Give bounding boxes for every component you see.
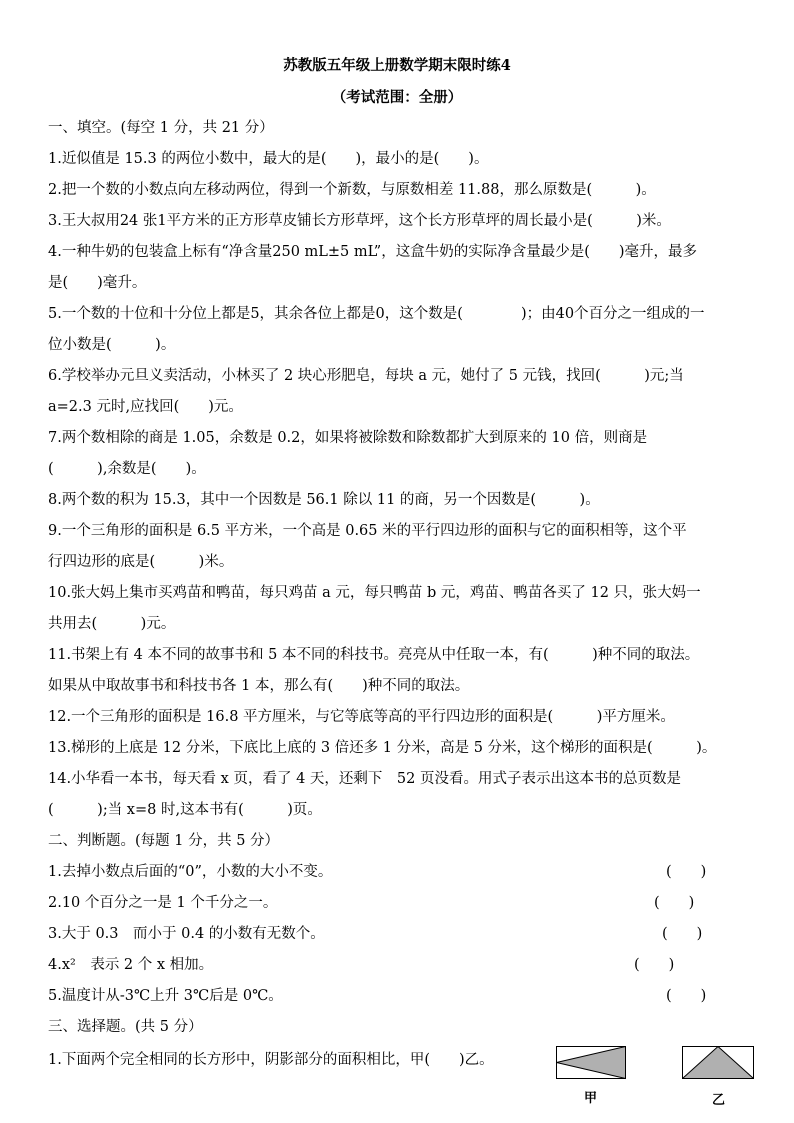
judge-question: 4.x² 表示 2 个 x 相加。 <box>48 957 214 973</box>
question-line: 9.一个三角形的面积是 6.5 平方米，一个高是 0.65 米的平行四边形的面积与它的面积相等，这个平 <box>48 523 687 539</box>
question-line: 13.梯形的上底是 12 分米，下底比上底的 3 倍还多 1 分米，高是 5 分米，这个梯形的面积是( )。 <box>48 740 717 756</box>
choice-item <box>48 1043 760 1077</box>
section-heading-true-false: 二、判断题。(每题 1 分，共 5 分） <box>48 833 280 849</box>
question-line: 7.两个数相除的商是 1.05，余数是 0.2，如果将被除数和除数都扩大到原来的 10 倍，则商是 <box>48 430 648 446</box>
judge-question: 5.温度计从-3℃上升 3℃后是 0℃。 <box>48 988 283 1004</box>
figure-a-label: 甲 <box>584 1091 598 1106</box>
question-line: 6.学校举办元旦义卖活动，小林买了 2 块心形肥皂，每块 a 元，她付了 5 元钱，找回( )元;当 <box>48 368 684 384</box>
figure-b <box>682 1046 754 1080</box>
question-line: 如果从中取故事书和科技书各 1 本，那么有( )种不同的取法。 <box>48 678 470 694</box>
judge-item <box>48 950 760 981</box>
answer-bracket[interactable]: ( ) <box>666 864 707 880</box>
judge-item <box>48 888 760 919</box>
question-line: 12.一个三角形的面积是 16.8 平方厘米，与它等底等高的平行四边形的面积是( )平方厘米。 <box>48 709 675 725</box>
answer-bracket[interactable]: ( ) <box>662 926 703 942</box>
question-line: 10.张大妈上集市买鸡苗和鸭苗，每只鸡苗 a 元，每只鸭苗 b 元，鸡苗、鸭苗各买了 12 只，张大妈一 <box>48 585 701 601</box>
judge-question: 2.10 个百分之一是 1 个千分之一。 <box>48 895 278 911</box>
judge-item <box>48 857 760 888</box>
question-line: 2.把一个数的小数点向左移动两位，得到一个新数，与原数相差 11.88，那么原数是( )。 <box>48 182 656 198</box>
judge-item <box>48 981 760 1012</box>
answer-bracket[interactable]: ( ) <box>634 957 675 973</box>
question-line: 14.小华看一本书，每天看 x 页，看了 4 天，还剩下 52 页没看。用式子表示出这本书的总页数是 <box>48 771 681 787</box>
judge-item <box>48 919 760 950</box>
question-line: a=2.3 元时,应找回( )元。 <box>48 399 243 415</box>
question-line: 是( )毫升。 <box>48 275 147 291</box>
question-line: 5.一个数的十位和十分位上都是5，其余各位上都是0，这个数是( )；由40个百分之一组成的一 <box>48 306 705 322</box>
question-line: 行四边形的底是( )米。 <box>48 554 234 570</box>
exam-content <box>48 113 760 1077</box>
section-heading-choice: 三、选择题。(共 5 分） <box>48 1019 203 1035</box>
section-heading-fill-blank: 一、填空。(每空 1 分，共 21 分） <box>48 120 274 136</box>
page-title: 苏教版五年级上册数学期末限时练4 <box>283 57 511 74</box>
question-line: 1.近似值是 15.3 的两位小数中，最大的是( )，最小的是( )。 <box>48 151 489 167</box>
question-line: ( );当 x=8 时,这本书有( )页。 <box>48 802 322 818</box>
question-line: 8.两个数的积为 15.3，其中一个因数是 56.1 除以 11 的商，另一个因数是( )。 <box>48 492 600 508</box>
question-line: 3.王大叔用24 张1平方米的正方形草皮铺长方形草坪，这个长方形草坪的周长最小是( )米。 <box>48 213 671 229</box>
question-line: 4.一种牛奶的包装盒上标有“净含量250 mL±5 mL”，这盒牛奶的实际净含量最少是( )毫升，最多 <box>48 244 698 260</box>
question-line: ( ),余数是( )。 <box>48 461 206 477</box>
question-line: 位小数是( )。 <box>48 337 176 353</box>
answer-bracket[interactable]: ( ) <box>654 895 695 911</box>
choice-question: 1.下面两个完全相同的长方形中，阴影部分的面积相比，甲( )乙。 <box>48 1052 494 1068</box>
judge-question: 3.大于 0.3 而小于 0.4 的小数有无数个。 <box>48 926 325 942</box>
figure-b-label: 乙 <box>712 1093 726 1108</box>
judge-question: 1.去掉小数点后面的“0”，小数的大小不变。 <box>48 864 333 880</box>
question-line: 11.书架上有 4 本不同的故事书和 5 本不同的科技书。亮亮从中任取一本，有( )种不同的取法。 <box>48 647 700 663</box>
question-line: 共用去( )元。 <box>48 616 176 632</box>
page-subtitle: （考试范围：全册） <box>331 89 463 106</box>
figure-a <box>556 1046 626 1080</box>
answer-bracket[interactable]: ( ) <box>666 988 707 1004</box>
